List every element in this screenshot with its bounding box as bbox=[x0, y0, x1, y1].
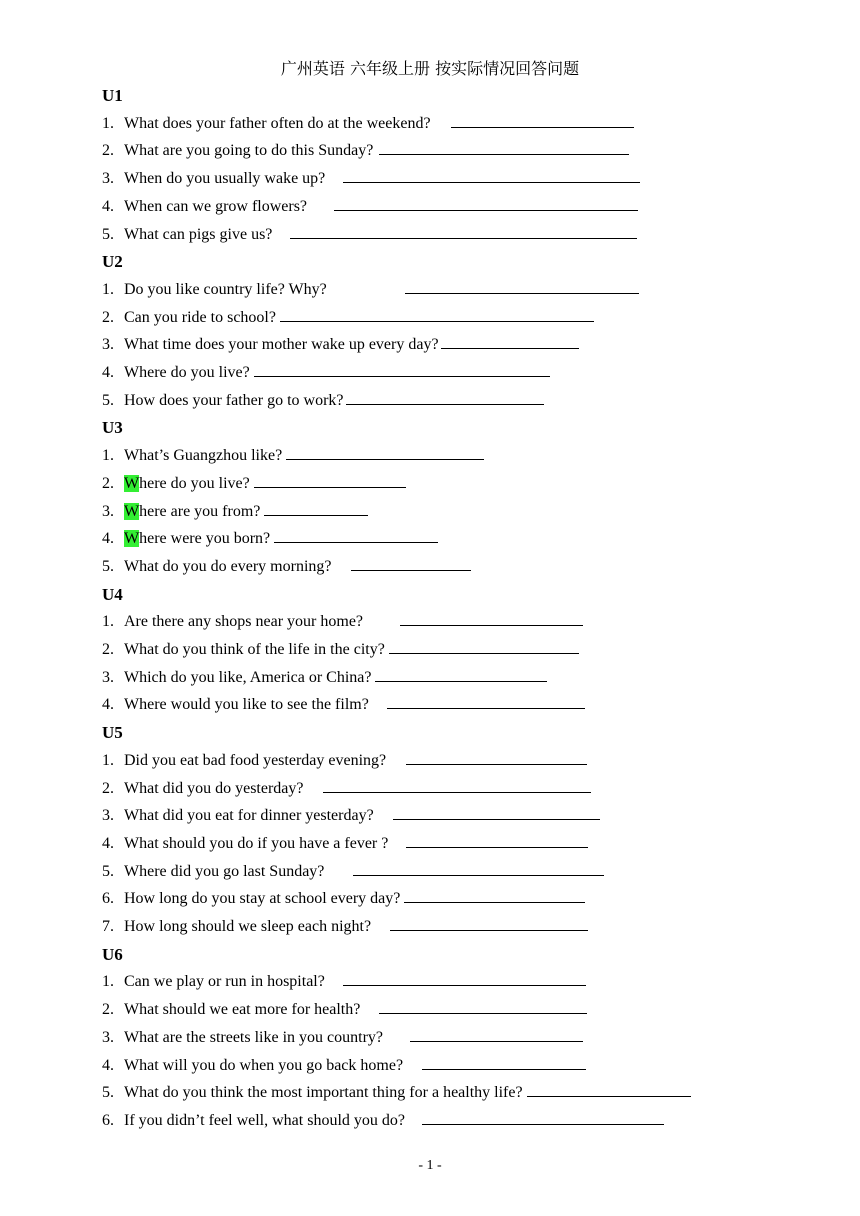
question-row bbox=[102, 695, 585, 715]
question-text: What do you think the most important thing for a healthy life? bbox=[124, 1084, 523, 1102]
question-row bbox=[102, 446, 484, 466]
question-number: 5. bbox=[102, 1084, 114, 1102]
answer-blank[interactable] bbox=[351, 557, 471, 571]
question-text: here were you born? bbox=[139, 530, 271, 548]
question-number: 7. bbox=[102, 918, 114, 935]
unit-heading-u4: U4 bbox=[102, 584, 123, 604]
answer-blank[interactable] bbox=[422, 1111, 664, 1125]
answer-blank[interactable] bbox=[286, 446, 484, 460]
question-text: here are you from? bbox=[139, 502, 261, 520]
question-number: 2. bbox=[102, 641, 114, 658]
unit-heading-u3: U3 bbox=[102, 418, 123, 438]
question-row bbox=[102, 640, 579, 660]
question-text: Can we play or run in hospital? bbox=[124, 973, 325, 991]
answer-blank[interactable] bbox=[346, 391, 544, 405]
question-number: 3. bbox=[102, 502, 114, 520]
question-row bbox=[102, 1083, 691, 1103]
question-text: Where do you live? bbox=[124, 364, 250, 381]
question-number: 3. bbox=[102, 668, 114, 686]
question-text: What’s Guangzhou like? bbox=[124, 447, 283, 465]
answer-blank[interactable] bbox=[422, 1056, 586, 1070]
question-text: What time does your mother wake up every day? bbox=[124, 336, 439, 354]
answer-blank[interactable] bbox=[353, 862, 604, 876]
question-text: When can we grow flowers? bbox=[124, 197, 308, 215]
question-number: 2. bbox=[102, 474, 114, 492]
page-title: 广州英语 六年级上册 按实际情况回答问题 bbox=[280, 59, 580, 78]
question-number: 2. bbox=[102, 308, 114, 326]
question-text: Which do you like, America or China? bbox=[124, 668, 372, 686]
page-number: - 1 - bbox=[418, 1158, 442, 1173]
question-number: 4. bbox=[102, 1056, 114, 1074]
answer-blank[interactable] bbox=[441, 335, 579, 349]
question-text: What will you do when you go back home? bbox=[124, 1056, 404, 1074]
answer-blank[interactable] bbox=[400, 612, 583, 626]
question-number: 1. bbox=[102, 280, 114, 298]
answer-blank[interactable] bbox=[334, 197, 638, 211]
answer-blank[interactable] bbox=[379, 141, 629, 155]
question-row bbox=[102, 474, 406, 494]
question-number: 4. bbox=[102, 834, 114, 852]
question-text: How long do you stay at school every day? bbox=[124, 890, 401, 908]
question-number: 5. bbox=[102, 225, 114, 243]
question-text: Can you ride to school? bbox=[124, 308, 276, 326]
question-row bbox=[102, 917, 588, 937]
answer-blank[interactable] bbox=[527, 1083, 691, 1097]
question-text: What are you going to do this Sunday? bbox=[124, 142, 374, 160]
answer-blank[interactable] bbox=[274, 529, 438, 543]
question-number: 5. bbox=[102, 391, 114, 409]
question-row bbox=[102, 862, 604, 882]
question-number: 4. bbox=[102, 364, 114, 381]
question-number: 2. bbox=[102, 779, 114, 797]
answer-blank[interactable] bbox=[343, 169, 640, 183]
question-number: 2. bbox=[102, 1001, 114, 1019]
question-text: What are the streets like in you country? bbox=[124, 1028, 384, 1046]
question-number: 2. bbox=[102, 142, 114, 160]
question-row bbox=[102, 1000, 587, 1020]
question-text: If you didn’t feel well, what should you do? bbox=[124, 1111, 405, 1129]
answer-blank[interactable] bbox=[290, 225, 637, 239]
question-row bbox=[102, 363, 550, 383]
question-number: 5. bbox=[102, 557, 114, 575]
answer-blank[interactable] bbox=[264, 502, 368, 516]
question-row bbox=[102, 668, 547, 688]
question-text: What does your father often do at the weekend? bbox=[124, 114, 431, 132]
unit-heading-u6: U6 bbox=[102, 944, 123, 964]
answer-blank[interactable] bbox=[379, 1000, 587, 1014]
answer-blank[interactable] bbox=[343, 972, 586, 986]
question-text: How long should we sleep each night? bbox=[124, 918, 372, 935]
question-number: 5. bbox=[102, 862, 114, 880]
question-number: 1. bbox=[102, 973, 114, 991]
question-row bbox=[102, 557, 471, 577]
question-row bbox=[102, 391, 544, 411]
question-number: 1. bbox=[102, 114, 114, 132]
question-row bbox=[102, 280, 639, 300]
question-row bbox=[102, 1056, 586, 1076]
question-row bbox=[102, 972, 586, 992]
question-text: What did you eat for dinner yesterday? bbox=[124, 807, 374, 825]
question-text: When do you usually wake up? bbox=[124, 170, 326, 188]
answer-blank[interactable] bbox=[404, 889, 585, 903]
question-row bbox=[102, 197, 638, 217]
question-text: What do you think of the life in the city? bbox=[124, 641, 385, 658]
question-row bbox=[102, 502, 368, 522]
question-row bbox=[102, 834, 588, 854]
highlighted-letter: W bbox=[124, 474, 140, 492]
question-number: 4. bbox=[102, 530, 114, 548]
answer-blank[interactable] bbox=[280, 308, 594, 322]
question-row bbox=[102, 889, 585, 909]
question-text: Do you like country life? Why? bbox=[124, 280, 327, 298]
question-number: 3. bbox=[102, 170, 114, 188]
answer-blank[interactable] bbox=[406, 834, 588, 848]
question-row bbox=[102, 529, 438, 549]
question-text: Are there any shops near your home? bbox=[124, 613, 364, 631]
question-number: 1. bbox=[102, 751, 114, 769]
question-number: 1. bbox=[102, 447, 114, 465]
question-number: 3. bbox=[102, 336, 114, 354]
question-row bbox=[102, 1028, 583, 1048]
question-number: 3. bbox=[102, 1028, 114, 1046]
question-number: 3. bbox=[102, 807, 114, 825]
question-row bbox=[102, 779, 591, 799]
unit-heading-u2: U2 bbox=[102, 252, 123, 272]
answer-blank[interactable] bbox=[393, 806, 600, 820]
question-row bbox=[102, 335, 579, 355]
question-text: What can pigs give us? bbox=[124, 225, 273, 243]
question-number: 4. bbox=[102, 696, 114, 714]
answer-blank[interactable] bbox=[410, 1028, 583, 1042]
question-row bbox=[102, 751, 587, 771]
question-row bbox=[102, 114, 634, 134]
question-text: What should we eat more for health? bbox=[124, 1001, 361, 1019]
question-number: 4. bbox=[102, 197, 114, 215]
question-text: Where did you go last Sunday? bbox=[124, 862, 325, 880]
question-row bbox=[102, 308, 594, 328]
question-row bbox=[102, 169, 640, 189]
answer-blank[interactable] bbox=[387, 695, 585, 709]
answer-blank[interactable] bbox=[389, 640, 579, 654]
question-number: 6. bbox=[102, 1111, 114, 1129]
question-row bbox=[102, 612, 583, 632]
question-text: Did you eat bad food yesterday evening? bbox=[124, 751, 387, 769]
question-text: What did you do yesterday? bbox=[124, 779, 304, 797]
question-row bbox=[102, 141, 629, 161]
answer-blank[interactable] bbox=[451, 114, 634, 128]
question-text: How does your father go to work? bbox=[124, 391, 344, 409]
question-number: 6. bbox=[102, 890, 114, 908]
question-row bbox=[102, 1111, 664, 1131]
unit-heading-u5: U5 bbox=[102, 723, 123, 743]
question-text: What do you do every morning? bbox=[124, 557, 332, 575]
answer-blank[interactable] bbox=[406, 751, 587, 765]
answer-blank[interactable] bbox=[254, 363, 550, 377]
question-text: Where would you like to see the film? bbox=[124, 696, 369, 714]
highlighted-letter: W bbox=[124, 530, 140, 548]
highlighted-letter: W bbox=[124, 502, 140, 520]
unit-heading-u1: U1 bbox=[102, 86, 123, 105]
answer-blank[interactable] bbox=[405, 280, 639, 294]
answer-blank[interactable] bbox=[390, 917, 588, 931]
question-text: What should you do if you have a fever ? bbox=[124, 834, 389, 852]
answer-blank[interactable] bbox=[323, 779, 591, 793]
question-number: 1. bbox=[102, 613, 114, 631]
question-row bbox=[102, 806, 600, 826]
question-row bbox=[102, 225, 637, 245]
question-text: here do you live? bbox=[139, 474, 250, 492]
answer-blank[interactable] bbox=[254, 474, 406, 488]
answer-blank[interactable] bbox=[375, 668, 547, 682]
